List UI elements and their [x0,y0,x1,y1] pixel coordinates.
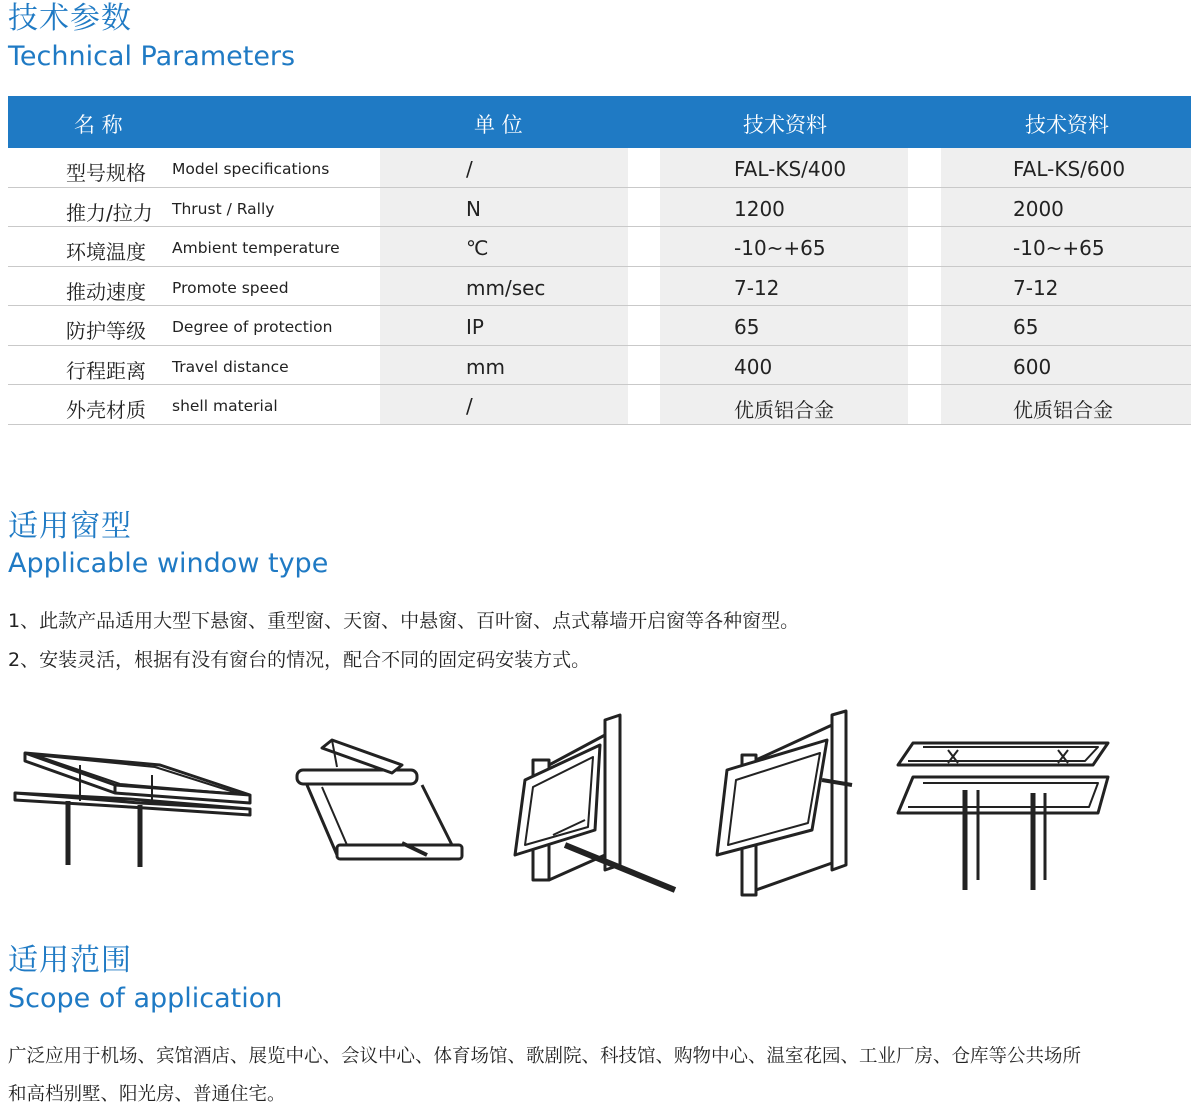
table-row [8,306,1191,346]
param-value-400: -10~+65 [734,236,826,260]
window-title-cn: 适用窗型 [8,509,132,544]
window-title-en: Applicable window type [8,548,329,579]
param-name-cn: 推力/拉力 [66,200,153,225]
spec2-cell-band [941,267,1191,306]
scope-title-cn: 适用范围 [8,943,132,978]
param-value-600: FAL-KS/600 [1013,157,1126,181]
param-name-en: Ambient temperature [172,239,340,257]
param-unit: IP [466,315,484,339]
param-unit: ℃ [466,236,489,260]
header-spec-1: 技术资料 [743,113,827,137]
spec1-cell-band [660,346,908,385]
param-name-en: Thrust / Rally [172,199,275,218]
tech-title-en: Technical Parameters [8,41,296,72]
param-name-en: Degree of protection [172,318,333,336]
param-name-en: Model specifications [172,160,330,178]
param-name-en: Promote speed [172,278,289,297]
param-name-en: Travel distance [172,357,289,376]
param-name-cn: 行程距离 [66,358,146,383]
spec1-cell-band [660,267,908,306]
param-unit: mm [466,354,505,379]
param-name-cn: 外壳材质 [66,398,146,422]
param-value-400: FAL-KS/400 [734,157,847,181]
param-name-cn: 推动速度 [66,279,146,304]
param-value-400: 7-12 [734,275,780,300]
window-item-1: 1、此款产品适用大型下悬窗、重型窗、天窗、中悬窗、百叶窗、点式幕墙开启窗等各种窗型。 [8,610,800,632]
table-row [8,346,1191,386]
window-illustration-side-hung [505,705,680,900]
param-value-400: 65 [734,315,760,339]
table-row [8,188,1191,228]
header-spec-2: 技术资料 [1025,113,1109,137]
header-unit: 单 位 [474,113,523,137]
param-value-600: 优质铝合金 [1013,398,1113,422]
parameters-table [8,96,1191,425]
unit-cell-band [380,306,628,345]
table-row [8,267,1191,307]
spec1-cell-band [660,306,908,345]
param-name-en: shell material [172,397,278,415]
window-item-2: 2、安装灵活，根据有没有窗台的情况，配合不同的固定码安装方式。 [8,649,591,671]
param-value-600: 600 [1013,354,1052,379]
header-name: 名 称 [74,113,123,137]
window-illustration-louver [893,705,1113,895]
param-name-cn: 环境温度 [66,240,146,264]
scope-line-1: 广泛应用于机场、宾馆酒店、展览中心、会议中心、体育场馆、歌剧院、科技馆、购物中心、温室花园、工业厂房、仓库等公共场所 [8,1046,1082,1067]
window-illustration-center-pivot [712,705,862,900]
param-unit: mm/sec [466,275,546,300]
param-value-400: 400 [734,354,773,379]
tech-title-cn: 技术参数 [8,1,132,36]
table-row [8,385,1191,425]
unit-cell-band [380,385,628,424]
param-unit: / [466,394,473,418]
param-unit: N [466,196,481,221]
param-name-cn: 型号规格 [66,161,146,185]
scope-line-2: 和高档别墅、阳光房、普通住宅。 [8,1084,286,1105]
table-row [8,148,1191,188]
param-value-600: -10~+65 [1013,236,1105,260]
param-value-600: 2000 [1013,196,1064,221]
table-row [8,227,1191,267]
param-value-600: 65 [1013,315,1039,339]
param-name-cn: 防护等级 [66,319,146,343]
param-value-400: 优质铝合金 [734,398,834,422]
table-header [8,96,1191,148]
unit-cell-band [380,227,628,266]
param-value-400: 1200 [734,196,785,221]
unit-cell-band [380,148,628,187]
unit-cell-band [380,188,628,227]
window-illustration-bottom-hung [10,705,260,875]
param-unit: / [466,157,473,181]
spec2-cell-band [941,346,1191,385]
scope-title-en: Scope of application [8,983,283,1014]
window-illustration-top-hung [292,705,467,875]
spec2-cell-band [941,306,1191,345]
param-value-600: 7-12 [1013,275,1059,300]
spec2-cell-band [941,188,1191,227]
